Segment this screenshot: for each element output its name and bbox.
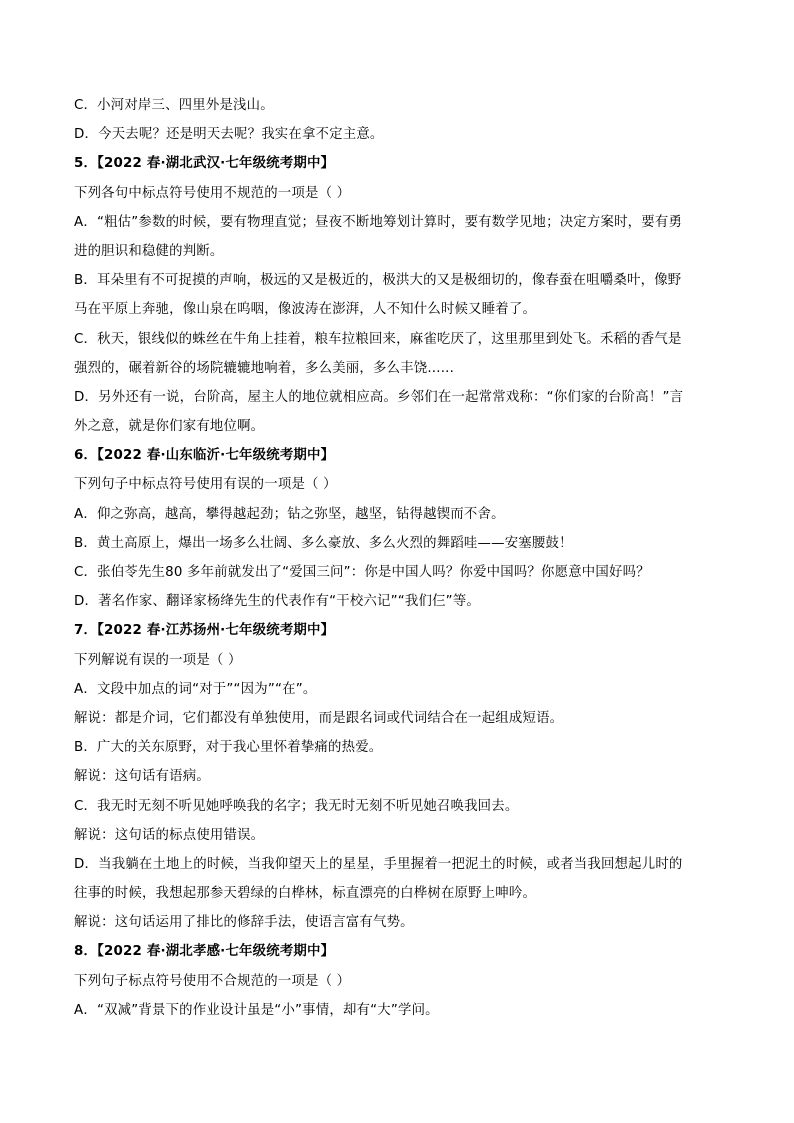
q7-option-b: B．广大的关东原野，对于我心里怀着挚痛的热爱。 <box>74 740 383 756</box>
q5-option-c: C．秋天，银线似的蛛丝在牛角上挂着，粮车拉粮回来，麻雀吃厌了，这里那里到处飞。禾稻的香气是 <box>74 331 682 347</box>
question-8-stem: 下列句子标点符号使用不合规范的一项是（ ） <box>74 973 351 989</box>
q6-option-a: A．仰之弥高，越高，攀得越起劲；钻之弥坚，越坚，钻得越锲而不舍。 <box>74 506 505 522</box>
q5-option-a-cont: 进的胆识和稳健的判断。 <box>74 243 224 259</box>
question-8-header: 8．【2022 春·湖北孝感·七年级统考期中】 <box>74 944 335 960</box>
q7-option-d-cont: 往事的时候，我想起那参天碧绿的白桦林，标直漂亮的白桦树在原野上呻吟。 <box>74 886 537 902</box>
q4-option-d: D．今天去呢？还是明天去呢？我实在拿不定主意。 <box>74 127 384 143</box>
q4-option-c: C．小河对岸三、四里外是浅山。 <box>74 98 274 113</box>
q7-option-d: D．当我躺在土地上的时候，当我仰望天上的星星，手里握着一把泥土的时候，或者当我回想起儿时的 <box>74 856 683 872</box>
question-5-header: 5．【2022 春·湖北武汉·七年级统考期中】 <box>74 156 335 172</box>
q7-option-a: A．文段中加点的词“对于”“因为”“在”。 <box>74 681 317 697</box>
q6-option-c: C．张伯苓先生80 多年前就发出了“爱国三问”：你是中国人吗？你爱中国吗？你愿意中国好吗？ <box>74 565 650 580</box>
q7-option-a-explain: 解说：都是介词，它们都没有单独使用，而是跟名词或代词结合在一起组成短语。 <box>74 710 564 726</box>
question-5-stem: 下列各句中标点符号使用不规范的一项是（ ） <box>74 185 351 201</box>
q5-option-a: A．“粗估”参数的时候，要有物理直觉；昼夜不断地筹划计算时，要有数学见地；决定方案时，要有勇 <box>74 214 683 230</box>
q6-option-b: B．黄土高原上，爆出一场多么壮阔、多么豪放、多么火烈的舞蹈哇——安塞腰鼓！ <box>74 535 573 551</box>
q6-option-d: D．著名作家、翻译家杨绛先生的代表作有“干校六记”“我们仨”等。 <box>74 594 481 610</box>
q5-option-b-cont: 马在平原上奔驰，像山泉在呜咽，像波涛在澎湃，人不知什么时候又睡着了。 <box>74 302 537 318</box>
q5-option-c-cont: 强烈的，碾着新谷的场院辘辘地响着，多么美丽，多么丰饶...... <box>74 360 455 376</box>
question-6-stem: 下列句子中标点符号使用有误的一项是（ ） <box>74 477 337 493</box>
question-6-header: 6．【2022 春·山东临沂·七年级统考期中】 <box>74 448 335 464</box>
q7-option-c: C．我无时无刻不听见她呼唤我的名字；我无时无刻不听见她召唤我回去。 <box>74 798 519 814</box>
q5-option-d-cont: 外之意，就是你们家有地位啊。 <box>74 419 265 435</box>
q7-option-c-explain: 解说：这句话的标点使用错误。 <box>74 827 265 843</box>
q5-option-d: D．另外还有一说，台阶高，屋主人的地位就相应高。乡邻们在一起常常戏称：“你们家的台阶高！”言 <box>74 389 684 405</box>
q7-option-b-explain: 解说：这句话有语病。 <box>74 769 210 785</box>
question-7-header: 7．【2022 春·江苏扬州·七年级统考期中】 <box>74 623 335 639</box>
question-7-stem: 下列解说有误的一项是（ ） <box>74 652 242 668</box>
q8-option-a: A．“双减”背景下的作业设计虽是“小”事情，却有“大”学问。 <box>74 1002 439 1018</box>
q5-option-b: B．耳朵里有不可捉摸的声响，极远的又是极近的，极洪大的又是极细切的，像春蚕在咀嚼桑叶，像野 <box>74 273 682 289</box>
q7-option-d-explain: 解说：这句话运用了排比的修辞手法，使语言富有气势。 <box>74 915 414 931</box>
document-body <box>74 91 726 1025</box>
